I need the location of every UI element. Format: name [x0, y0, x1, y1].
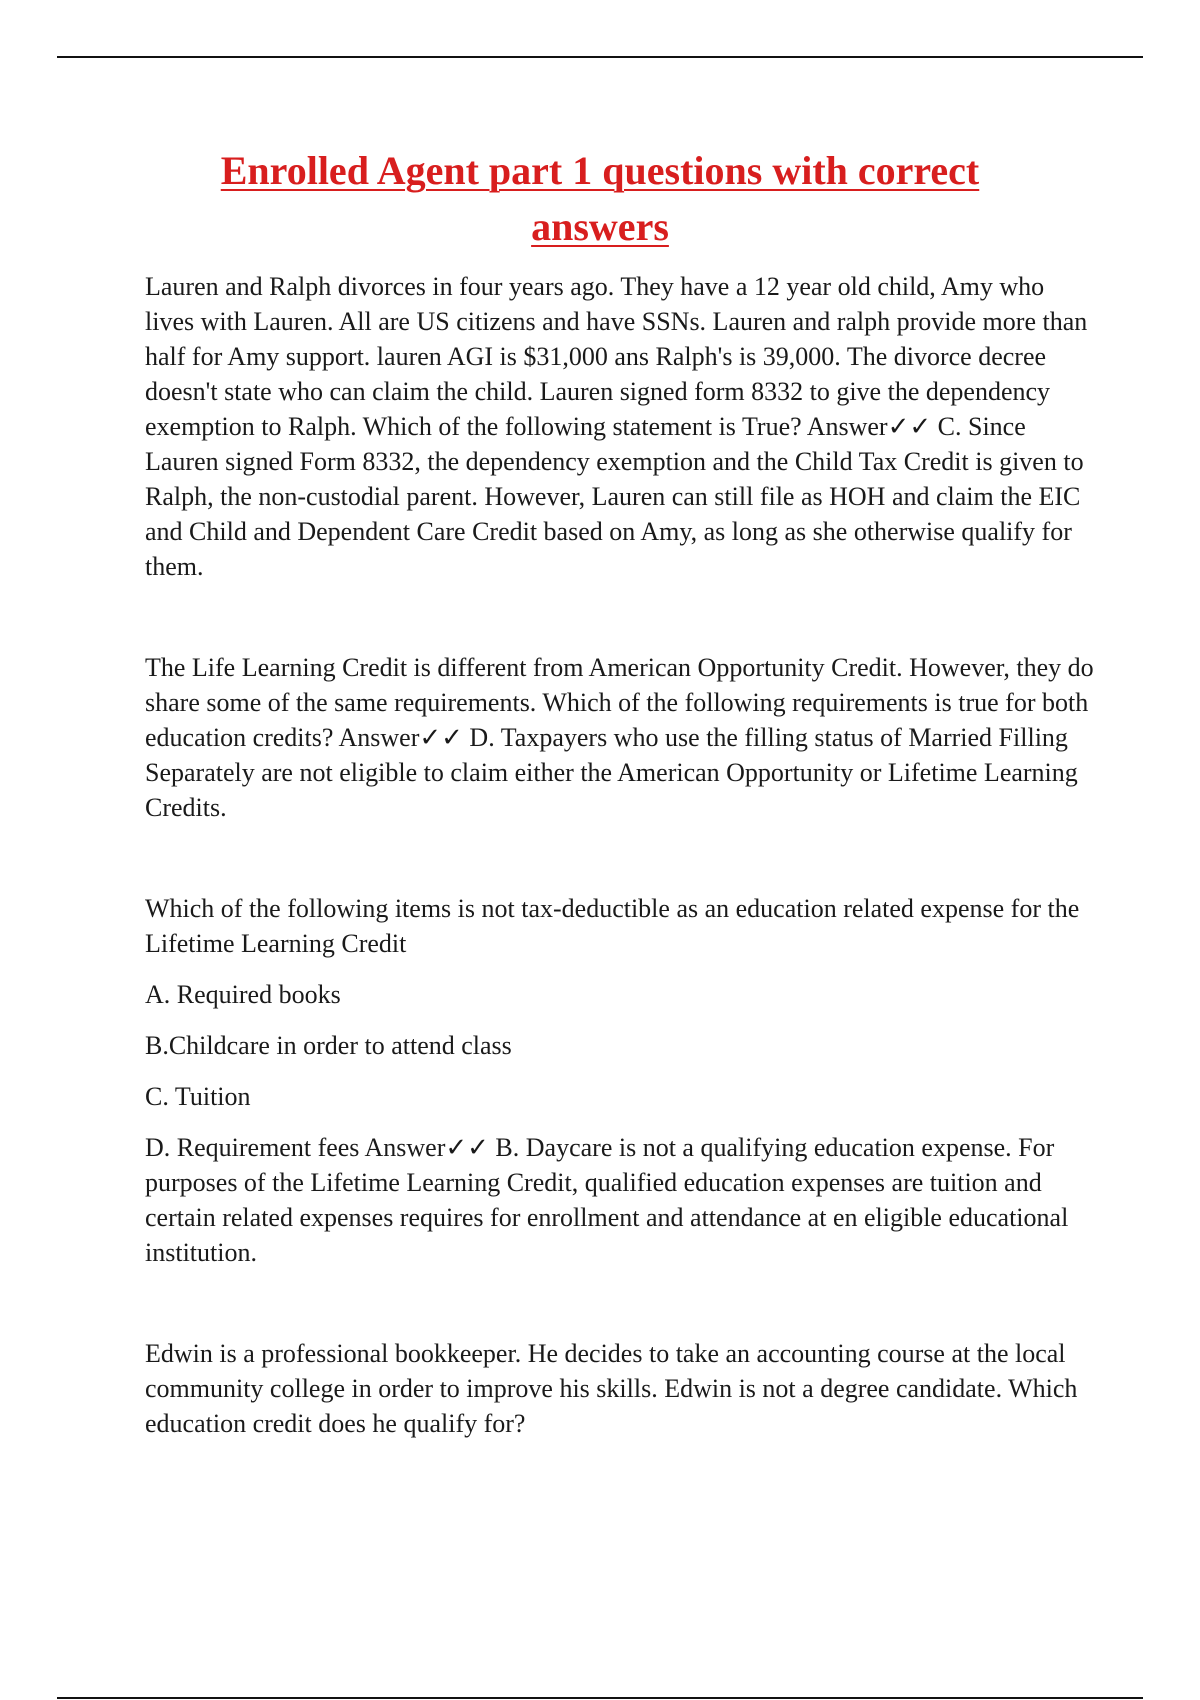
question-3-option-d: D. Requirement fees Answer✓✓ B. Daycare is not a qualifying education expense. For purposes of the Lifetime Learning Credit, qualified education expenses are tuition and certain related expenses requires for enrollment and attendance at en eligible educational institution.	[145, 1133, 1069, 1267]
question-block-2	[145, 650, 1095, 825]
document-body	[145, 269, 1095, 1441]
document-title: Enrolled Agent part 1 questions with correct answers	[220, 148, 980, 249]
question-block-4	[145, 1336, 1095, 1441]
question-block-3	[145, 891, 1095, 1270]
question-block-1	[145, 269, 1095, 584]
top-divider	[57, 56, 1143, 58]
question-4-text: Edwin is a professional bookkeeper. He decides to take an accounting course at the local community college in order to improve his skills. Edwin is not a degree candidate. Which education credit does he qualify for?	[145, 1339, 1078, 1438]
question-3-option-a: A. Required books	[145, 980, 341, 1009]
question-3-text: Which of the following items is not tax-deductible as an education related expense for the Lifetime Learning Credit	[145, 894, 1080, 958]
question-3-option-c: C. Tuition	[145, 1082, 251, 1111]
question-3-option-b: B.Childcare in order to attend class	[145, 1031, 512, 1060]
question-1-text: Lauren and Ralph divorces in four years ago. They have a 12 year old child, Amy who lives with Lauren. All are US citizens and have SSNs. Lauren and ralph provide more than half for Amy support. lauren AGI is $31,000 ans Ralph's is 39,000. The divorce decree doesn't state who can claim the child. Lauren signed form 8332 to give the dependency exemption to Ralph. Which of the following statement is True? Answer✓✓ C. Since Lauren signed Form 8332, the dependency exemption and the Child Tax Credit is given to Ralph, the non-custodial parent. However, Lauren can still file as HOH and claim the EIC and Child and Dependent Care Credit based on Amy, as long as she otherwise qualify for them.	[145, 272, 1088, 581]
bottom-divider	[57, 1697, 1143, 1699]
question-2-text: The Life Learning Credit is different from American Opportunity Credit. However, they do share some of the same requirements. Which of the following requirements is true for both education credits? Answer✓✓ D. Taxpayers who use the filling status of Married Filling Separately are not eligible to claim either the American Opportunity or Lifetime Learning Credits.	[145, 653, 1094, 822]
